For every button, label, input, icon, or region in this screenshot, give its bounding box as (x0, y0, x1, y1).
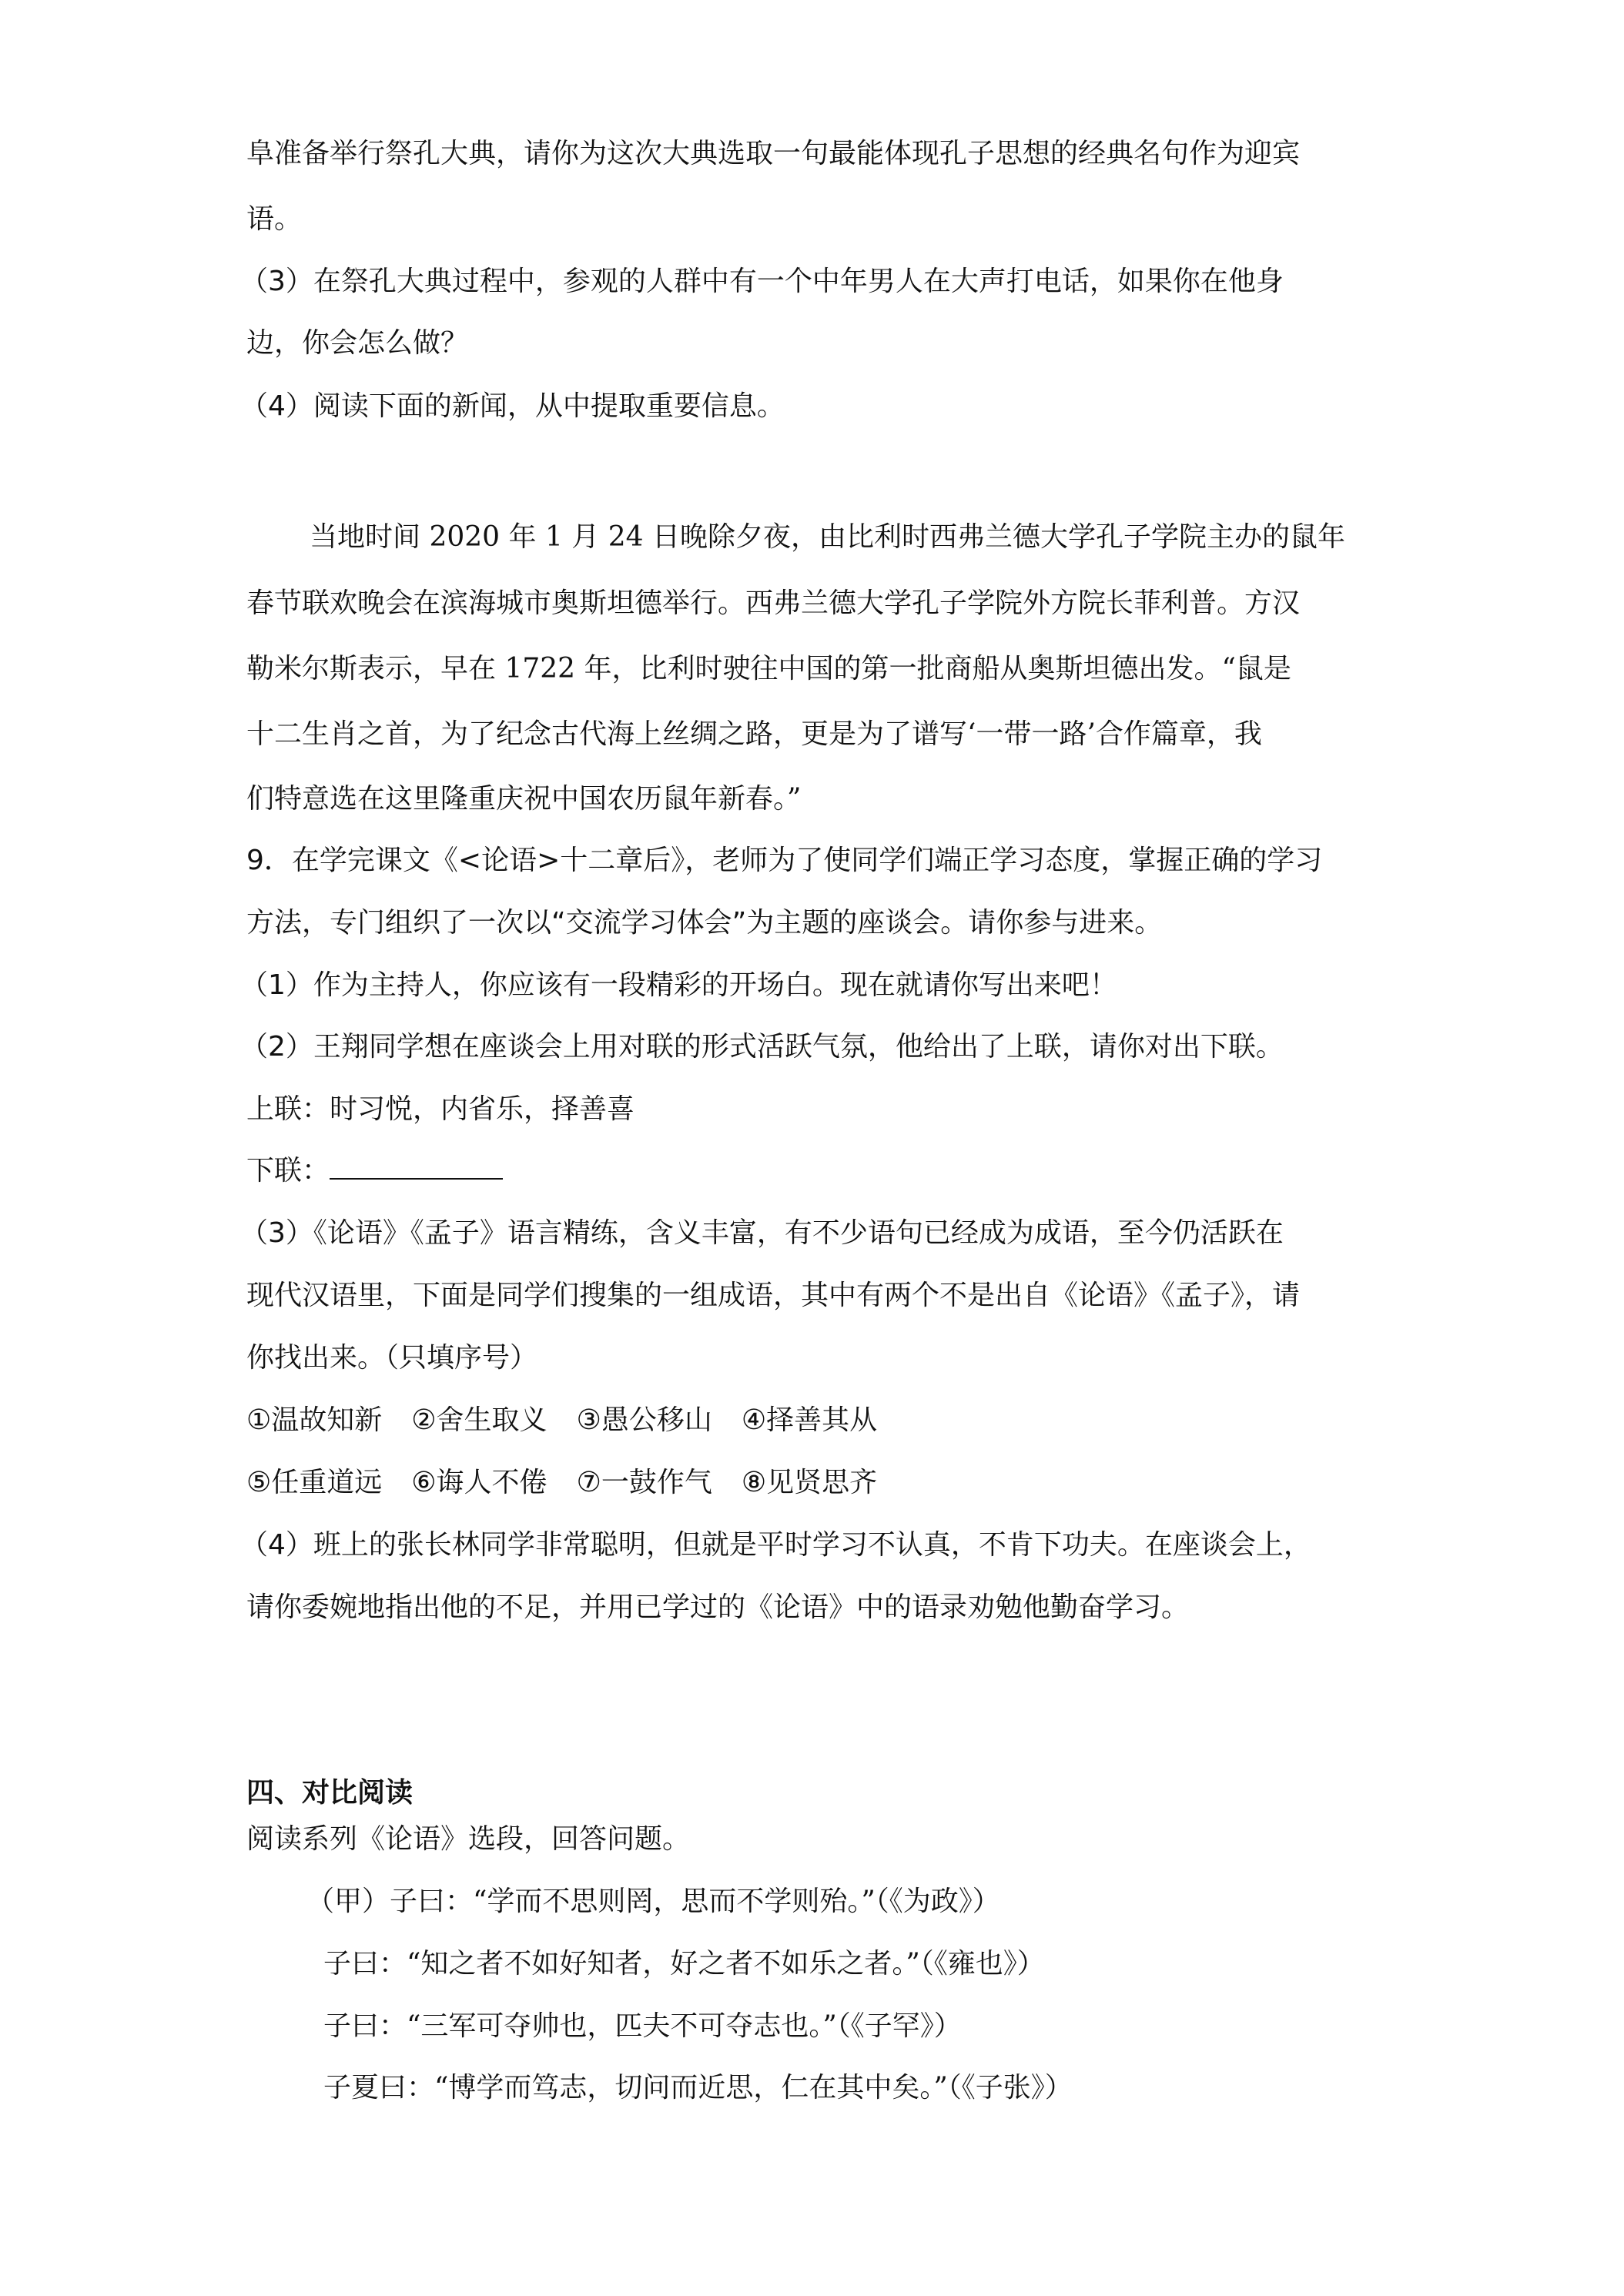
news-line-3: 勒米尔斯表示，早在 1722 年，比利时驶往中国的第一批商船从奥斯坦德出发。“鼠是 (246, 653, 1291, 684)
idiom-1: ①温故知新 (246, 1404, 383, 1436)
news-line-1: 当地时间 2020 年 1 月 24 日晚除夕夜，由比利时西弗兰德大学孔子学院主办的鼠年 (310, 521, 1345, 553)
quote-4: 子夏曰：“博学而笃志，切问而近思，仁在其中矣。”（《子张》） (323, 2072, 1073, 2104)
idiom-4: ④择善其从 (741, 1404, 878, 1436)
q9-sub4-line-1: （4）班上的张长林同学非常聪明，但就是平时学习不认真，不肯下功夫。在座谈会上， (240, 1529, 1311, 1561)
idioms-row-2 (246, 1466, 906, 1500)
section-intro: 阅读系列《论语》选段，回答问题。 (246, 1823, 691, 1855)
lower-couplet-blank[interactable] (330, 1155, 503, 1180)
idiom-3: ③愚公移山 (576, 1404, 712, 1436)
q9-sub2: （2）王翔同学想在座谈会上用对联的形式活跃气氛，他给出了上联，请你对出下联。 (240, 1031, 1284, 1063)
section-heading: 四、对比阅读 (246, 1777, 414, 1809)
q9-sub3-line-3: 你找出来。（只填序号） (246, 1342, 538, 1374)
idiom-8: ⑧见贤思齐 (741, 1467, 878, 1498)
q9-sub3-line-2: 现代汉语里，下面是同学们搜集的一组成语，其中有两个不是出自《论语》《孟子》，请 (246, 1280, 1301, 1311)
quote-3: 子曰：“三军可夺帅也，匹夫不可夺志也。”（《子罕》） (323, 2010, 962, 2042)
news-line-5: 们特意选在这里隆重庆祝中国农历鼠年新春。” (246, 783, 802, 815)
q9-sub3-line-1: （3）《论语》《孟子》语言精练，含义丰富，有不少语句已经成为成语，至今仍活跃在 (240, 1217, 1284, 1249)
continuation-line-2: 语。 (246, 203, 303, 235)
news-line-2: 春节联欢晚会在滨海城市奥斯坦德举行。西弗兰德大学孔子学院外方院长菲利普。方汉 (246, 587, 1301, 619)
lower-couplet (246, 1154, 503, 1188)
idiom-6: ⑥诲人不倦 (411, 1467, 547, 1498)
q9-line-1: 9．在学完课文《<论语>十二章后》，老师为了使同学们端正学习态度，掌握正确的学习 (246, 845, 1323, 876)
idiom-2: ②舍生取义 (411, 1404, 547, 1436)
idiom-5: ⑤任重道远 (246, 1467, 383, 1498)
upper-couplet: 上联：时习悦，内省乐，择善喜 (246, 1093, 635, 1125)
q8-4-line-1: （4）阅读下面的新闻，从中提取重要信息。 (240, 390, 785, 422)
idiom-7: ⑦一鼓作气 (576, 1467, 712, 1498)
quote-2: 子曰：“知之者不如好知者，好之者不如乐之者。”（《雍也》） (323, 1948, 1045, 1980)
q8-3-line-2: 边，你会怎么做？ (246, 327, 469, 359)
q9-line-2: 方法，专门组织了一次以“交流学习体会”为主题的座谈会。请你参与进来。 (246, 907, 1163, 939)
q8-3-line-1: （3）在祭孔大典过程中，参观的人群中有一个中年男人在大声打电话，如果你在他身 (240, 266, 1284, 297)
quote-1: （甲）子曰：“学而不思则罔，思而不学则殆。”（《为政》） (306, 1886, 1000, 1917)
q9-sub1: （1）作为主持人，你应该有一段精彩的开场白。现在就请你写出来吧！ (240, 969, 1117, 1001)
news-line-4: 十二生肖之首，为了纪念古代海上丝绸之路，更是为了谱写‘一带一路’合作篇章，我 (246, 718, 1262, 750)
lower-couplet-label: 下联： (246, 1155, 330, 1186)
continuation-line-1: 阜准备举行祭孔大典，请你为这次大典选取一句最能体现孔子思想的经典名句作为迎宾 (246, 138, 1301, 169)
q9-sub4-line-2: 请你委婉地指出他的不足，并用已学过的《论语》中的语录劝勉他勤奋学习。 (246, 1591, 1190, 1623)
idioms-row-1 (246, 1404, 906, 1438)
